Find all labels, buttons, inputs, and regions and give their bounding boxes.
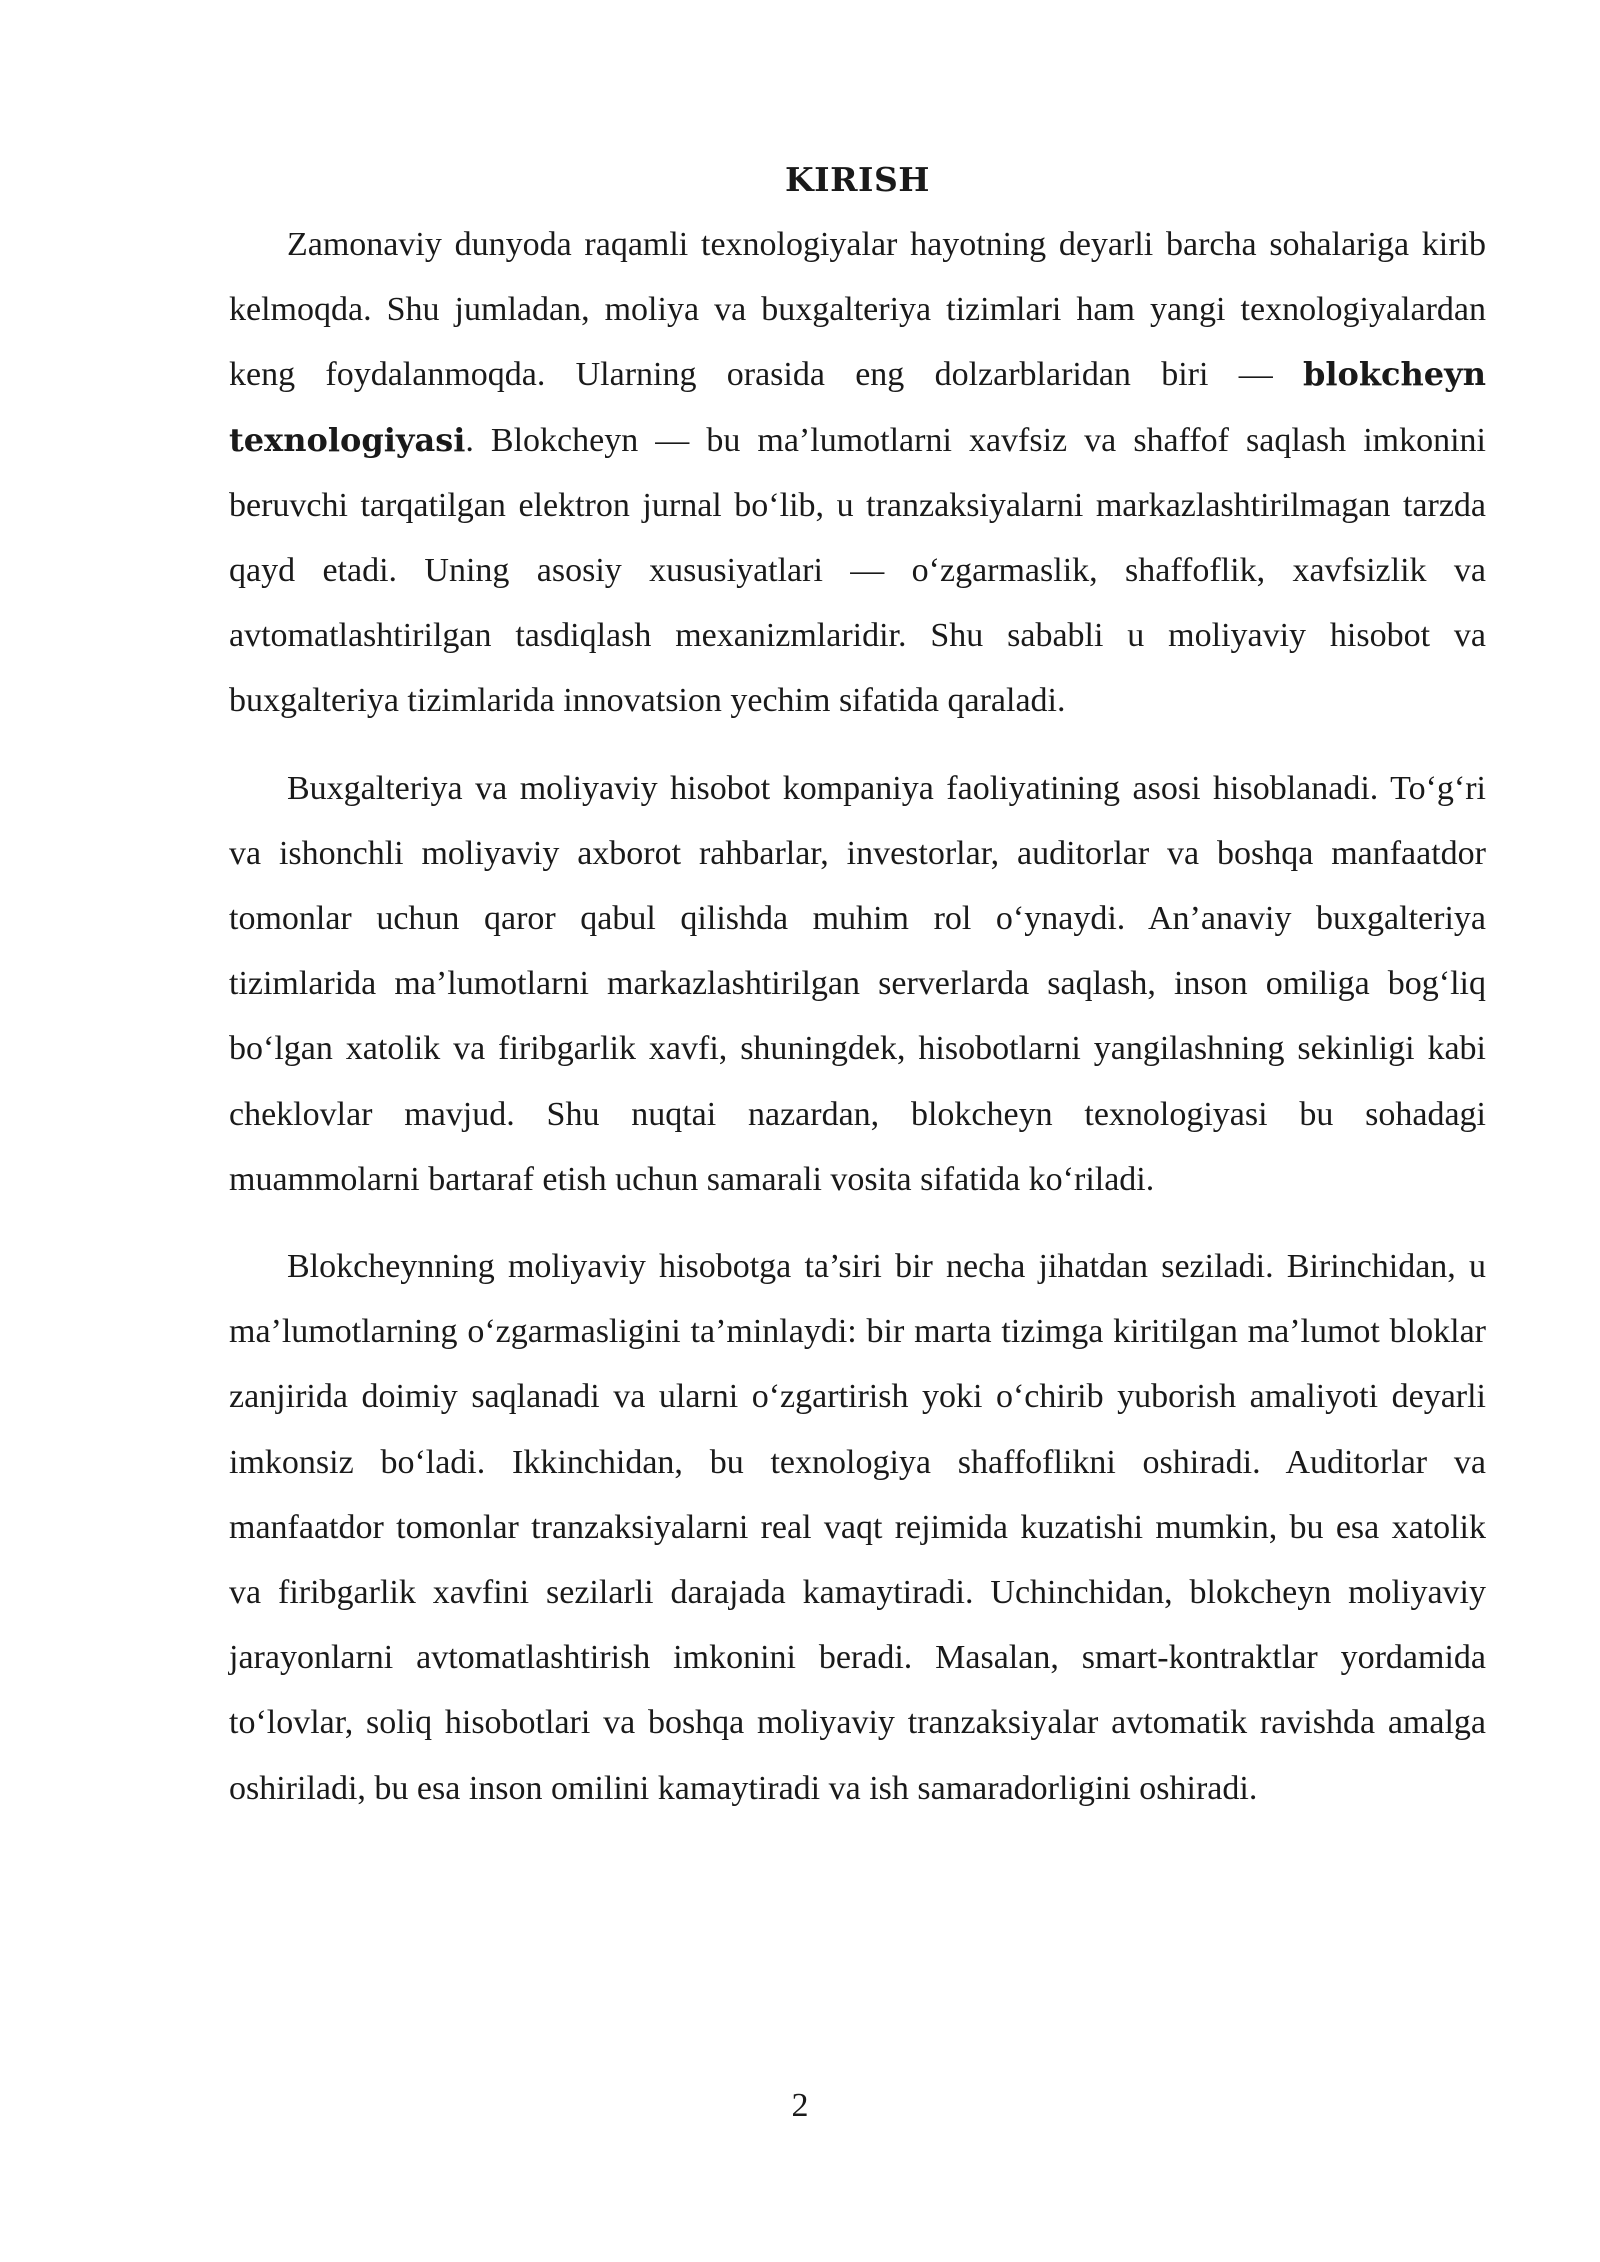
section-heading: KIRISH: [785, 160, 930, 199]
paragraph-1-bold-term: blokcheyn texnologiyasi: [229, 355, 1486, 459]
page-number: 2: [791, 2087, 809, 2124]
paragraph-3: Blokcheynning moliyaviy hisobotga ta’siri bir necha jihatdan seziladi. Birinchidan, u ma’lumotlarning o‘zgarmasligini ta’minlaydi: bir marta tizimga kiritilgan ma’lumot bloklar zanjirida doimiy saqlanadi va ularni o‘zgartirish yoki o‘chirib yuborish amaliyoti deyarli imkonsiz bo‘ladi. Ikkinchidan, bu texnologiya shaffoflikni oshiradi. Auditorlar va manfaatdor tomonlar tranzaksiyalarni real vaqt rejimida kuzatishi mumkin, bu esa xatolik va firibgarlik xavfini sezilarli darajada kamaytiradi. Uchinchidan, blokcheyn moliyaviy jarayonlarni avtomatlashtirish imkonini beradi. Masalan, smart-kontraktlar yordamida to‘lovlar, soliq hisobotlari va boshqa moliyaviy tranzaksiyalar avtomatik ravishda amalga oshiriladi, bu esa inson omilini kamaytiradi va ish samaradorligini oshiradi.: [229, 1248, 1486, 1807]
paragraph-1: [229, 212, 1486, 734]
page-body: [229, 148, 1486, 1843]
paragraph-1-text-end: . Blokcheyn — bu ma’lumotlarni xavfsiz va shaffof saqlash imkonini beruvchi tarqatilgan elektron jurnal bo‘lib, u tranzaksiyalarni markazlashtirilmagan tarzda qayd etadi. Uning asosiy xususiyatlari — o‘zgarmaslik, shaffoflik, xavfsizlik va avtomatlashtirilgan tasdiqlash mexanizmlaridir. Shu sababli u moliyaviy hisobot va buxgalteriya tizimlarida innovatsion yechim sifatida qaraladi.: [229, 421, 1486, 720]
paragraph-2: Buxgalteriya va moliyaviy hisobot kompaniya faoliyatining asosi hisoblanadi. To‘g‘ri va ishonchli moliyaviy axborot rahbarlar, investorlar, auditorlar va boshqa manfaatdor tomonlar uchun qaror qabul qilishda muhim rol o‘ynaydi. An’anaviy buxgalteriya tizimlarida ma’lumotlarni markazlashtirilgan serverlarda saqlash, inson omiliga bog‘liq bo‘lgan xatolik va firibgarlik xavfi, shuningdek, hisobotlarni yangilashning sekinligi kabi cheklovlar mavjud. Shu nuqtai nazardan, blokcheyn texnologiyasi bu sohadagi muammolarni bartaraf etish uchun samarali vosita sifatida ko‘riladi.: [229, 769, 1486, 1198]
paragraph-1-text-start: Zamonaviy dunyoda raqamli texnologiyalar hayotning deyarli barcha sohalariga kirib kelmoqda. Shu jumladan, moliya va buxgalteriya tizimlari ham yangi texnologiyalardan keng foydalanmoqda. Ularning orasida eng dolzarblaridan biri —: [229, 226, 1486, 394]
